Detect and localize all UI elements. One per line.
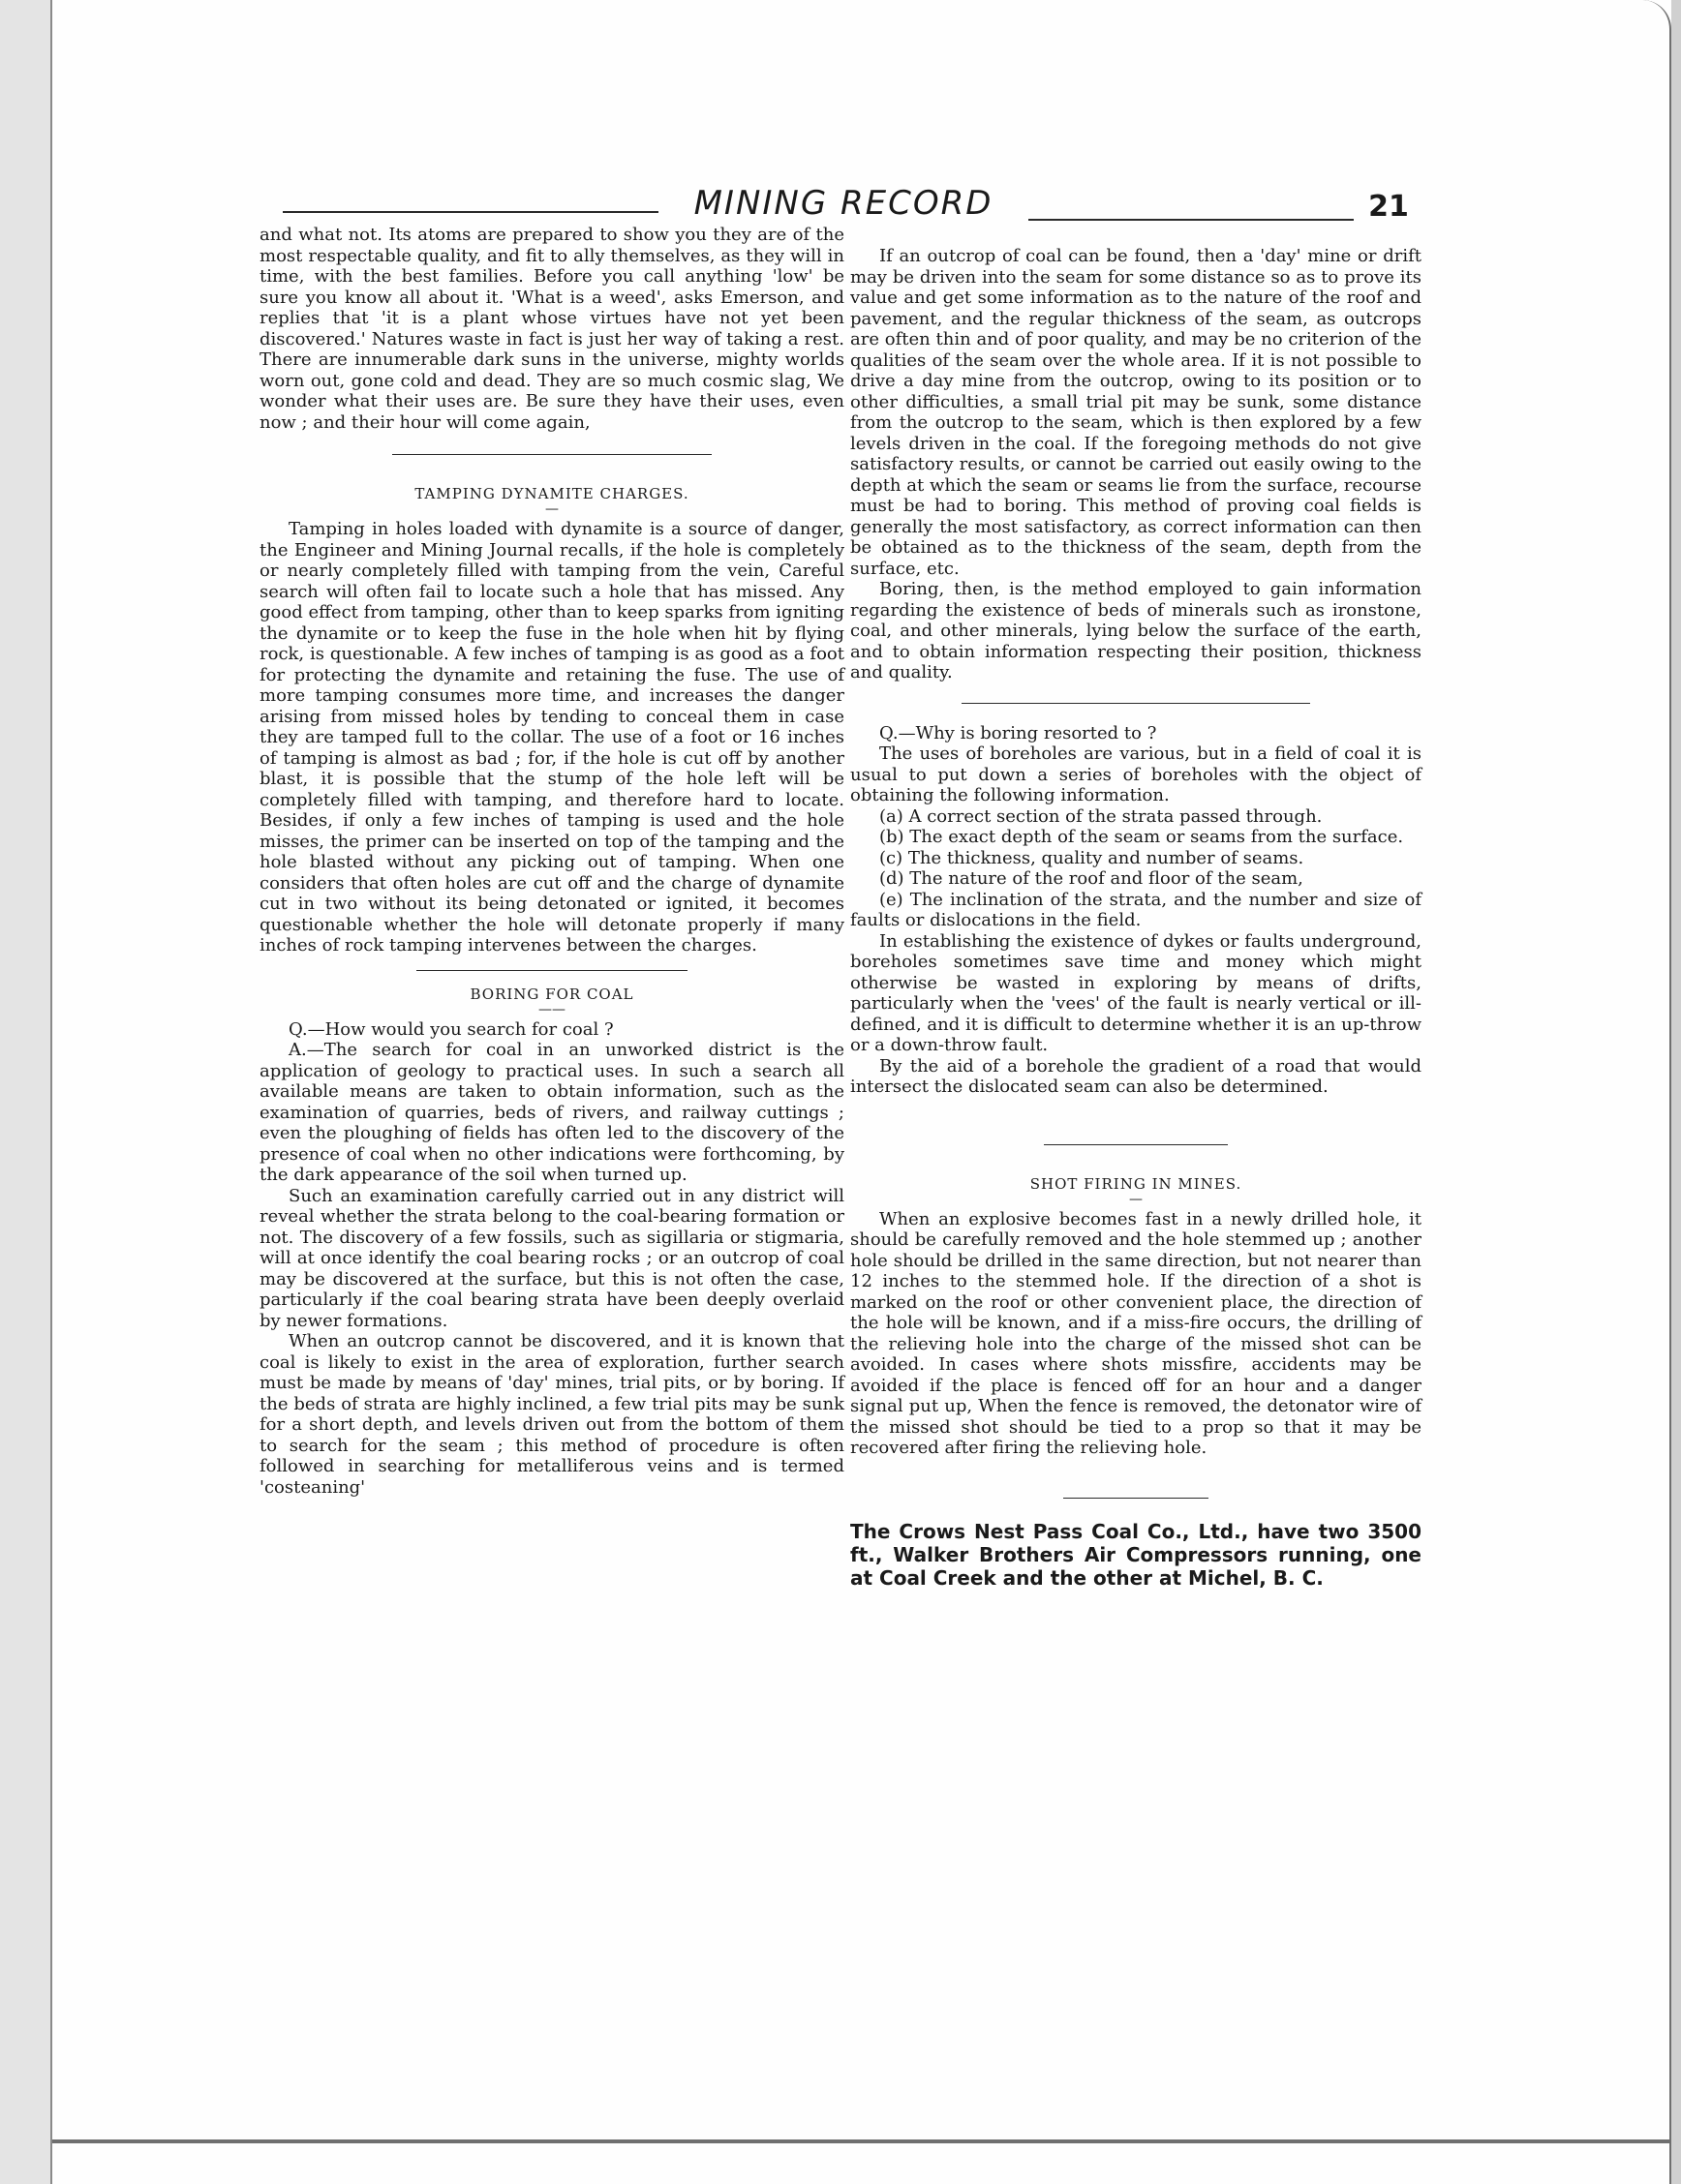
boring-question: Q.—How would you search for coal ? bbox=[289, 1018, 614, 1040]
section-separator bbox=[962, 703, 1310, 704]
list-item: (e) The inclination of the strata, and the number and size of faults or dislocations in the field. bbox=[850, 889, 1421, 930]
list-item: (d) The nature of the roof and floor of the seam, bbox=[879, 868, 1303, 889]
gradient-paragraph: By the aid of a borehole the gradient of a road that would intersect the dislocated seam can also be determined. bbox=[850, 1055, 1421, 1097]
list-item: (a) A correct section of the strata passed through. bbox=[879, 805, 1323, 827]
tamping-body: Tamping in holes loaded with dynamite is a source of danger, the Engineer and Mining Journal recalls, if the hole is completely or nearly completely filled with tamping from the vein, Careful search will often fail to locate such a hole that has missed. Any good effect from tamping, other than to keep sparks from igniting the dynamite or to keep the fuse in the hole when hit by flying rock, is questionable. A few inches of tamping is as good as a foot for protecting the dynamite and retaining the fuse. The use of more tamping consumes more time, and increases the danger arising from missed holes by tending to conceal them in case they are tamped full to the collar. The use of a foot or 16 inches of tamping is almost as bad ; for, if the hole is cut off by another blast, it is possible that the stump of the hole left will be completely filled with tamping, and therefore hard to locate. Besides, if only a few inches of tamping is used and the hole misses, the primer can be inserted on top of the tamping and the hole blasted without any picking out of tamping. When one considers that often holes are cut off and the charge of dynamite cut in two without its being detonated or ignited, it becomes questionable whether the hole will detonate properly if many inches of rock tamping intervenes between the charges. bbox=[260, 519, 844, 956]
running-header bbox=[283, 184, 1425, 227]
header-rule-right bbox=[1028, 219, 1354, 221]
shot-firing-heading-dash: — bbox=[1129, 1191, 1143, 1207]
boring-paragraph: When an outcrop cannot be discovered, and it is known that coal is likely to exist in the area of exploration, further search must be made by means of 'day' mines, trial pits, or by boring. If the beds of strata are highly inclined, a few trial pits may be sunk for a short depth, and levels driven out from the bottom of them to search for the seam ; this method of procedure is often followed in searching for metalliferous veins and is termed 'costeaning' bbox=[260, 1331, 844, 1498]
shot-firing-body: When an explosive becomes fast in a newly drilled hole, it should be carefully removed and the hole stemmed up ; another hole should be drilled in the same direction, but not nearer than 12 inches to the stemmed hole. If the direction of a shot is marked on the roof or other convenient place, the direction of the hole will be known, and if a miss-fire occurs, the drilling of the relieving hole into the charge of the missed shot can be avoided. In cases where shots missfire, accidents may be avoided if the place is fenced off for an hour and a danger signal put up, When the fence is removed, the detonator wire of the missed shot should be tied to a prop so that it may be recovered after firing the relieving hole. bbox=[850, 1208, 1421, 1458]
boring-heading: BORING FOR COAL bbox=[470, 985, 634, 1003]
scan-right-edge bbox=[1671, 0, 1681, 2184]
outcrop-paragraph: If an outcrop of coal can be found, then a 'day' mine or drift may be driven into the seam for some distance so as to prove its value and get some information as to the nature of the roof and pavement, and the regular thickness of the seam, as outcrops are often thin and of poor quality, and may be no criterion of the qualities of the seam over the whole area. If it is not possible to drive a day mine from the outcrop, owing to its position or to other difficulties, a small trial pit may be sunk, some distance from the outcrop to the seam, which is then explored by a few levels driven in the coal. If the foregoing methods do not give satisfactory results, or cannot be carried out easily owing to the depth at which the seam or seams lie from the surface, recourse must be had to boring. This method of proving coal fields is generally the most satisfactory, as correct information can then be obtained as to the thickness of the seam, depth from the surface, etc. bbox=[850, 246, 1421, 579]
crows-nest-notice: The Crows Nest Pass Coal Co., Ltd., have two 3500 ft., Walker Brothers Air Compressors running, one at Coal Creek and the other at Michel, B. C. bbox=[850, 1519, 1421, 1590]
left-column bbox=[260, 225, 844, 1498]
why-question: Q.—Why is boring resorted to ? bbox=[879, 722, 1157, 743]
tamping-heading-dash: — bbox=[545, 501, 559, 517]
boring-answer: A.—The search for coal in an unworked district is the application of geology to practical uses. In such a search all available means are taken to obtain information, such as the examination of quarries, beds of rivers, and railway cuttings ; even the ploughing of fields has often led to the discovery of the presence of coal when no other indications were forthcoming, by the dark appearance of the soil when turned up. bbox=[260, 1040, 844, 1185]
boring-paragraph: Such an examination carefully carried out in any district will reveal whether the strata belong to the coal-bearing formation or not. The discovery of a few fossils, such as sigillaria or stigmaria, will at once identify the coal bearing rocks ; or an outcrop of coal may be discovered at the surface, but this is not often the case, particularly if the coal bearing strata have been deeply overlaid by newer formations. bbox=[260, 1185, 844, 1331]
page-number: 21 bbox=[1368, 190, 1409, 224]
shot-firing-heading: SHOT FIRING IN MINES. bbox=[1029, 1174, 1242, 1193]
list-item: (c) The thickness, quality and number of seams. bbox=[879, 847, 1304, 868]
section-separator bbox=[416, 970, 688, 971]
dykes-paragraph: In establishing the existence of dykes or faults underground, boreholes sometimes save time and money which might otherwise be wasted in exploring by means of drifts, particularly when the 'vees' of the fault is nearly vertical or ill-defined, and it is difficult to determine whether it is an up-throw or a down-throw fault. bbox=[850, 930, 1421, 1055]
list-item: (b) The exact depth of the seam or seams from the surface. bbox=[879, 827, 1404, 847]
journal-title: MINING RECORD bbox=[693, 184, 993, 223]
page-bottom-edge bbox=[52, 2139, 1671, 2143]
section-separator bbox=[1044, 1144, 1228, 1145]
right-column bbox=[850, 225, 1421, 1590]
boring-method-paragraph: Boring, then, is the method employed to gain information regarding the existence of beds of minerals such as ironstone, coal, and other minerals, lying below the surface of the earth, and to obtain information respecting their position, thickness and quality. bbox=[850, 579, 1421, 682]
section-separator bbox=[1063, 1498, 1208, 1499]
boring-heading-dash: —— bbox=[538, 1001, 565, 1017]
tamping-heading: TAMPING DYNAMITE CHARGES. bbox=[414, 485, 689, 502]
header-rule-left bbox=[283, 211, 658, 213]
scan-left-margin bbox=[0, 0, 50, 2184]
intro-paragraph: and what not. Its atoms are prepared to show you they are of the most respectable quality, and fit to ally themselves, as they will in time, with the best families. Before you call anything 'low' be sure you know all about it. 'What is a weed', asks Emerson, and replies that 'it is a plant whose virtues have not yet been discovered.' Natures waste in fact is just her way of taking a rest. There are innumerable dark suns in the universe, mighty worlds worn out, gone cold and dead. They are so much cosmic slag, We wonder what their uses are. Be sure they have their uses, even now ; and their hour will come again, bbox=[260, 225, 844, 433]
section-separator bbox=[392, 454, 712, 455]
why-intro: The uses of boreholes are various, but in a field of coal it is usual to put down a series of boreholes with the object of obtaining the following information. bbox=[850, 743, 1421, 805]
